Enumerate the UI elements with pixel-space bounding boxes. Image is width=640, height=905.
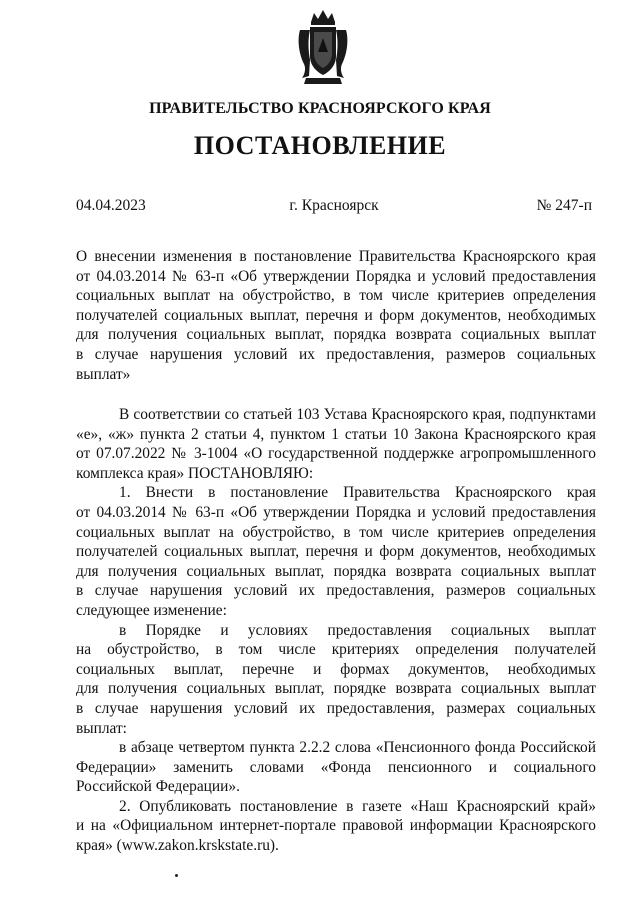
- document-date: 04.04.2023: [76, 197, 146, 214]
- body-line: края» (www.zakon.krskstate.ru).: [76, 837, 279, 855]
- body-line: комплекса края» ПОСТАНОВЛЯЮ:: [76, 464, 314, 482]
- subject-line: выплат»: [76, 365, 131, 383]
- body-line: 2. Опубликовать постановление в газете «Наш Красноярский край»: [119, 797, 596, 815]
- body-line: от 07.07.2022 № 3-1004 «О государственной поддержке агропромышленного: [76, 445, 596, 463]
- subject-line: для получения социальных выплат, порядка возврата социальных выплат: [76, 326, 596, 344]
- subject-line: получателей социальных выплат, перечня и форм документов, необходимых: [76, 306, 596, 324]
- body-line: Федерации» заменить словами «Фонда пенсионного и социального: [76, 758, 596, 776]
- body-line: получателей социальных выплат, перечня и форм документов, необходимых: [76, 543, 596, 561]
- body-line: в случае нарушения условий их предоставления, размерах социальных: [76, 699, 596, 717]
- subject-line: в случае нарушения условий их предоставления, размеров социальных: [76, 345, 596, 363]
- body-line: и на «Официальном интернет-портале правовой информации Красноярского: [76, 817, 596, 835]
- body-line: следующее изменение:: [76, 601, 227, 619]
- body-line: выплат:: [76, 719, 127, 737]
- subject-line: от 04.03.2014 № 63-п «Об утверждении Порядка и условий предоставления: [76, 267, 596, 285]
- document-type-title: ПОСТАНОВЛЕНИЕ: [193, 131, 447, 160]
- government-name: ПРАВИТЕЛЬСТВО КРАСНОЯРСКОГО КРАЯ: [149, 100, 491, 117]
- body-line: В соответствии со статьей 103 Устава Красноярского края, подпунктами: [119, 406, 596, 423]
- body-line: на обустройство, в том числе критериях определения получателей: [76, 641, 596, 659]
- document-number: № 247-п: [536, 197, 592, 214]
- subject-line: социальных выплат на обустройство, в том числе критериев определения: [76, 287, 596, 305]
- body-line: Российской Федерации».: [76, 778, 240, 796]
- subject-line: О внесении изменения в постановление Правительства Красноярского края: [76, 248, 596, 265]
- subject-heading: [76, 247, 596, 384]
- document-meta: [76, 197, 592, 219]
- body-line: «е», «ж» пункта 2 статьи 4, пунктом 1 статьи 10 Закона Красноярского края: [76, 425, 596, 443]
- stray-dot: [175, 874, 178, 877]
- document-city: г. Красноярск: [289, 197, 379, 214]
- document-body: [76, 405, 596, 856]
- body-line: 1. Внести в постановление Правительства Красноярского края: [119, 484, 596, 502]
- body-line: в абзаце четвертом пункта 2.2.2 слова «Пенсионного фонда Российской: [119, 739, 596, 757]
- body-line: в Порядке и условиях предоставления социальных выплат: [119, 621, 596, 639]
- body-line: от 04.03.2014 № 63-п «Об утверждении Порядка и условий предоставления: [76, 503, 596, 521]
- body-line: в случае нарушения условий их предоставления, размеров социальных: [76, 582, 596, 600]
- body-line: социальных выплат на обустройство, в том числе критериев определения: [76, 523, 596, 541]
- body-line: социальных выплат, перечне и формах документов, необходимых: [76, 660, 596, 678]
- coat-of-arms-emblem: [296, 8, 350, 86]
- body-line: для получения социальных выплат, порядке возврата социальных выплат: [76, 680, 596, 698]
- body-line: для получения социальных выплат, порядка возврата социальных выплат: [76, 562, 596, 580]
